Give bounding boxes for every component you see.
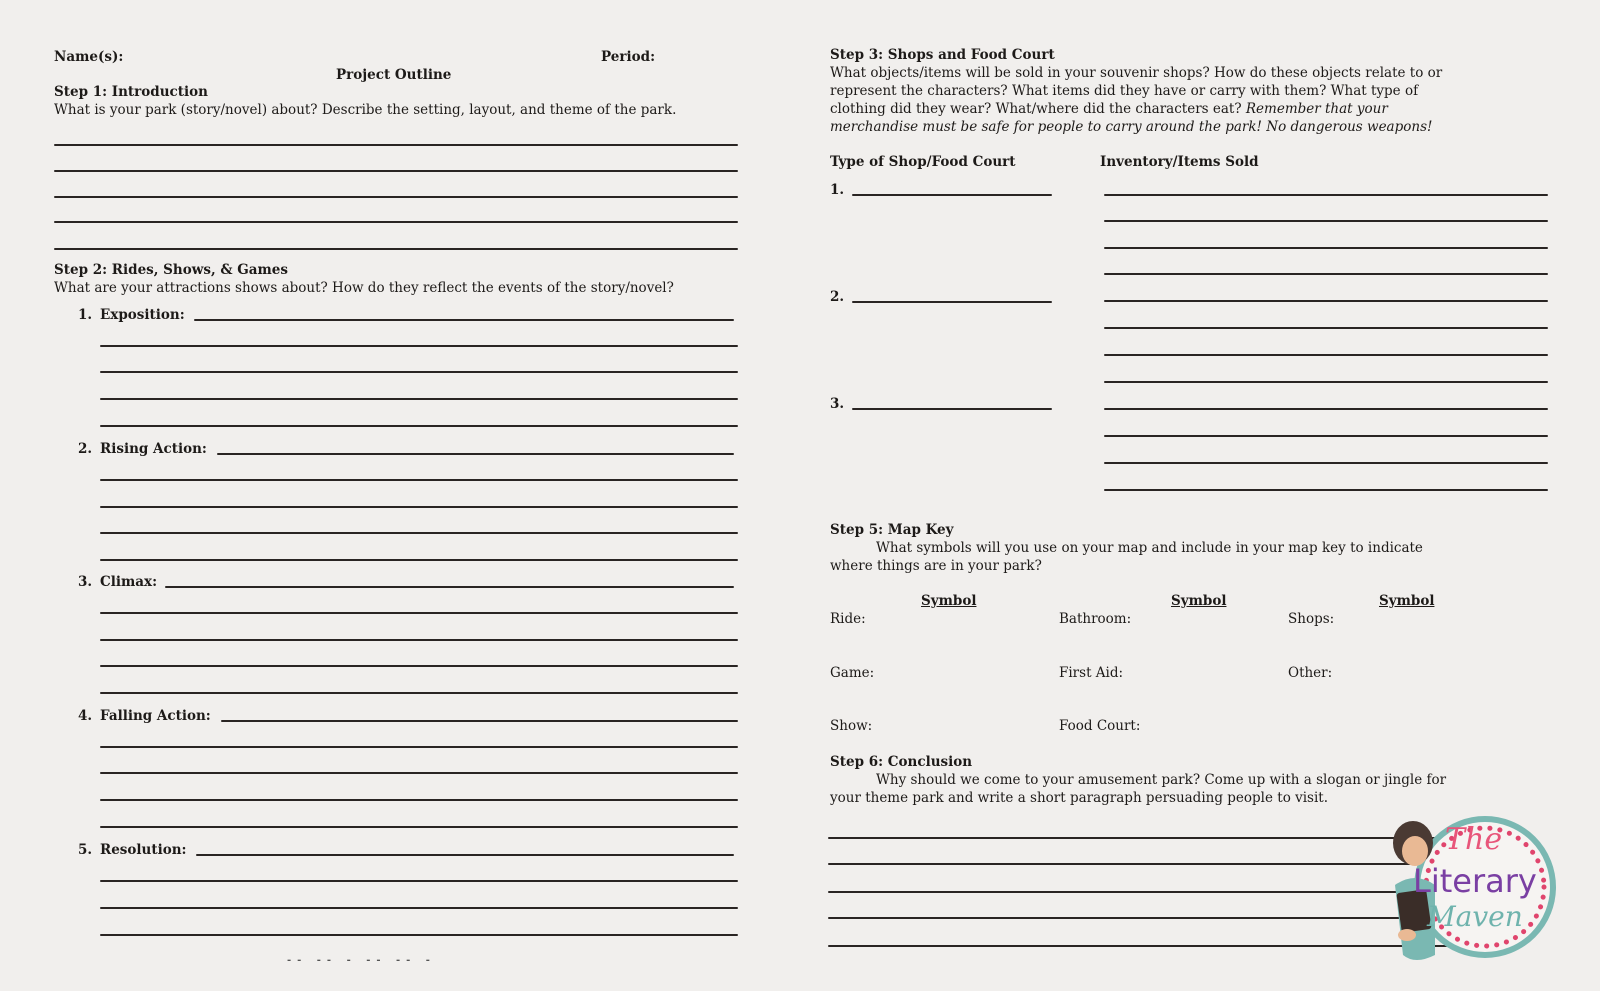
safety-note: Remember that your	[1245, 101, 1388, 117]
step3-question-line	[830, 100, 1388, 118]
period-label: Period:	[601, 49, 656, 65]
answer-line[interactable]	[100, 612, 738, 614]
names-field[interactable]	[125, 48, 585, 66]
item-number: 5.	[78, 842, 93, 858]
answer-line[interactable]	[165, 586, 734, 588]
shop-number: 2.	[830, 289, 845, 305]
answer-line[interactable]	[100, 425, 738, 427]
answer-line[interactable]	[100, 665, 738, 667]
shop-type-field[interactable]	[852, 301, 1052, 303]
answer-line[interactable]	[100, 907, 738, 909]
logo-literary-text: Literary	[1413, 862, 1537, 900]
answer-line[interactable]	[100, 639, 738, 641]
answer-line[interactable]	[54, 144, 738, 146]
step6-heading: Step 6: Conclusion	[830, 754, 973, 770]
shop-type-column-header: Type of Shop/Food Court	[830, 154, 1016, 170]
item-number: 4.	[78, 708, 93, 724]
step2-heading: Step 2: Rides, Shows, & Games	[54, 262, 288, 278]
shop-number: 3.	[830, 396, 845, 412]
inventory-line[interactable]	[1104, 273, 1548, 275]
answer-line[interactable]	[100, 559, 738, 561]
inventory-line[interactable]	[1104, 354, 1548, 356]
answer-line[interactable]	[100, 345, 738, 347]
item-label: Resolution:	[100, 842, 187, 858]
answer-line[interactable]	[100, 371, 738, 373]
answer-line[interactable]	[100, 398, 738, 400]
logo-maven-text: Maven	[1427, 900, 1523, 933]
answer-line[interactable]	[100, 799, 738, 801]
item-label: Falling Action:	[100, 708, 211, 724]
question-text: clothing did they wear? What/where did the characters eat?	[830, 101, 1246, 117]
item-label: Climax:	[100, 574, 158, 590]
map-key-other: Other:	[1288, 665, 1333, 681]
step3-heading: Step 3: Shops and Food Court	[830, 47, 1055, 63]
page-title: Project Outline	[336, 67, 452, 83]
inventory-line[interactable]	[1104, 220, 1548, 222]
shop-number: 1.	[830, 182, 845, 198]
cut-off-footer-text: -- -- - -- -- -	[287, 955, 436, 962]
period-field[interactable]	[660, 48, 740, 66]
answer-line[interactable]	[54, 170, 738, 172]
inventory-line[interactable]	[1104, 381, 1548, 383]
logo-the-text: The	[1445, 822, 1503, 857]
map-key-shops: Shops:	[1288, 611, 1335, 627]
item-number: 2.	[78, 441, 93, 457]
step5-question-line: where things are in your park?	[830, 558, 1042, 574]
answer-line[interactable]	[100, 692, 738, 694]
answer-line[interactable]	[194, 319, 734, 321]
inventory-line[interactable]	[1104, 327, 1548, 329]
safety-note-line2: merchandise must be safe for people to carry around the park! No dangerous weapons!	[830, 119, 1433, 135]
inventory-column-header: Inventory/Items Sold	[1100, 154, 1259, 170]
answer-line[interactable]	[54, 221, 738, 223]
inventory-line[interactable]	[1104, 489, 1548, 491]
map-key-show: Show:	[830, 718, 873, 734]
answer-line[interactable]	[100, 746, 738, 748]
answer-line[interactable]	[217, 453, 734, 455]
answer-line[interactable]	[100, 532, 738, 534]
inventory-line[interactable]	[1104, 194, 1548, 196]
shop-type-field[interactable]	[852, 408, 1052, 410]
inventory-line[interactable]	[1104, 300, 1548, 302]
answer-line[interactable]	[100, 934, 738, 936]
step3-question-line: What objects/items will be sold in your souvenir shops? How do these objects relate to or	[830, 65, 1443, 81]
answer-line[interactable]	[196, 854, 734, 856]
step2-question: What are your attractions shows about? How do they reflect the events of the story/novel?	[54, 280, 674, 296]
names-label: Name(s):	[54, 49, 124, 65]
map-key-first-aid: First Aid:	[1059, 665, 1124, 681]
inventory-line[interactable]	[1104, 435, 1548, 437]
map-key-ride: Ride:	[830, 611, 866, 627]
map-key-food-court: Food Court:	[1059, 718, 1141, 734]
answer-line[interactable]	[221, 720, 738, 722]
answer-line[interactable]	[100, 772, 738, 774]
answer-line[interactable]	[54, 196, 738, 198]
inventory-line[interactable]	[1104, 247, 1548, 249]
symbol-header: Symbol	[1379, 593, 1435, 609]
literary-maven-logo	[1385, 805, 1557, 977]
step3-question-line: represent the characters? What items did they have or carry with them? What type of	[830, 83, 1419, 99]
step1-heading: Step 1: Introduction	[54, 84, 208, 100]
symbol-header: Symbol	[921, 593, 977, 609]
answer-line[interactable]	[100, 880, 738, 882]
item-label: Rising Action:	[100, 441, 207, 457]
shop-type-field[interactable]	[852, 194, 1052, 196]
answer-line[interactable]	[100, 826, 738, 828]
step6-question-line: Why should we come to your amusement park? Come up with a slogan or jingle for	[876, 772, 1447, 788]
item-number: 1.	[78, 307, 93, 323]
item-label: Exposition:	[100, 307, 185, 323]
map-key-bathroom: Bathroom:	[1059, 611, 1132, 627]
inventory-line[interactable]	[1104, 462, 1548, 464]
inventory-line[interactable]	[1104, 408, 1548, 410]
map-key-game: Game:	[830, 665, 875, 681]
step1-question: What is your park (story/novel) about? Describe the setting, layout, and theme of the park.	[54, 102, 677, 118]
step5-heading: Step 5: Map Key	[830, 522, 954, 538]
answer-line[interactable]	[100, 506, 738, 508]
answer-line[interactable]	[100, 479, 738, 481]
step5-question-line: What symbols will you use on your map and include in your map key to indicate	[876, 540, 1423, 556]
answer-line[interactable]	[54, 248, 738, 250]
item-number: 3.	[78, 574, 93, 590]
symbol-header: Symbol	[1171, 593, 1227, 609]
step6-question-line: your theme park and write a short paragraph persuading people to visit.	[830, 790, 1329, 806]
